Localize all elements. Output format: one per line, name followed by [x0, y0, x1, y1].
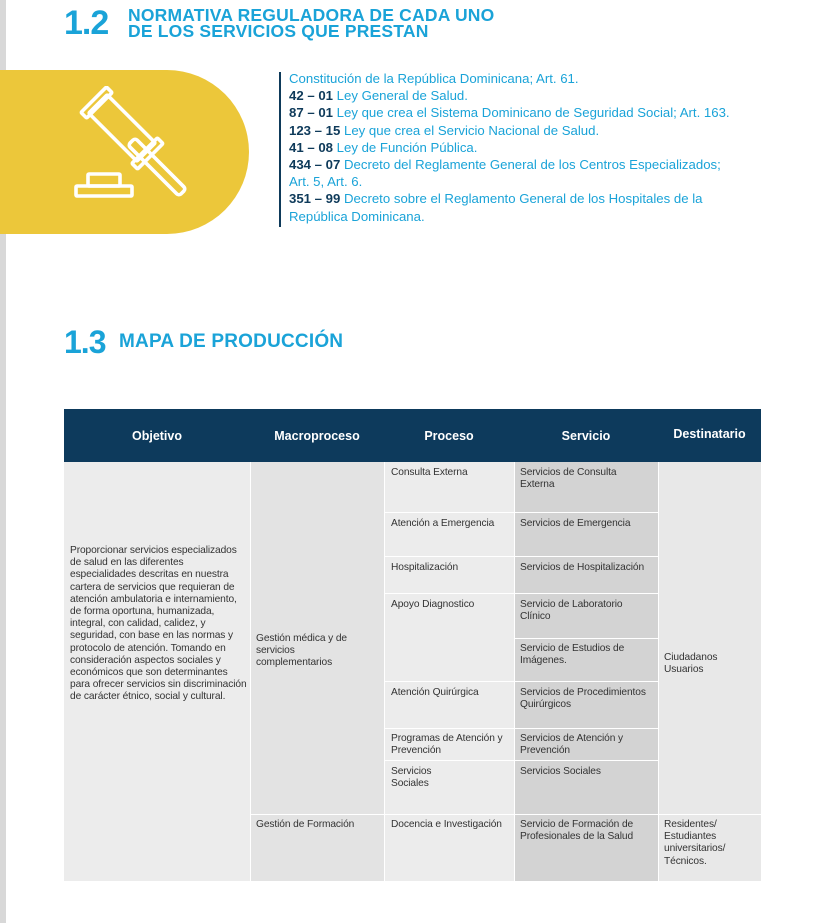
column-header-objetivo: Objetivo	[131, 429, 182, 443]
reference-text: Ley que crea el Servicio Nacional de Salud.	[340, 122, 600, 138]
reference-number: 41 – 08	[289, 139, 333, 155]
gavel-icon	[64, 86, 196, 206]
reference-item	[289, 156, 761, 173]
proceso-text: Consulta Externa	[391, 467, 468, 478]
reference-number: 123 – 15	[289, 122, 341, 138]
reference-item	[289, 122, 761, 139]
servicio-text: Servicios de Procedimientos Quirúrgicos	[520, 687, 646, 711]
servicio-text: Servicios de Emergencia	[520, 518, 631, 529]
column-header-destinatario: Destinatario	[673, 427, 746, 441]
reference-text: Ley que crea el Sistema Dominicano de Seguridad Social; Art. 163.	[333, 105, 730, 121]
reference-text: Constitución de la República Dominicana; Art. 61.	[289, 71, 579, 86]
row-divider	[385, 681, 658, 682]
reference-number: 434 – 07	[289, 157, 341, 173]
table-header	[64, 409, 761, 462]
reference-text: Ley de Función Pública.	[333, 139, 478, 155]
reference-text: Ley General de Salud.	[333, 88, 468, 104]
macroproceso-text: Gestión médica y de servicios complementarios	[256, 633, 347, 669]
row-divider	[385, 728, 658, 729]
macroproceso-text: Gestión de Formación	[256, 819, 355, 830]
reference-text: Decreto del Reglamente General de los Centros Especializados;	[340, 157, 721, 173]
servicio-text: Servicios Sociales	[520, 766, 601, 777]
proceso-text: Atención a Emergencia	[391, 518, 495, 529]
proceso-text: Docencia e Investigación	[391, 819, 502, 830]
objetivo-text: Proporcionar servicios especializados de salud en las diferentes especialidades descritas en nuestra cartera de servicios que requieran de atención ambulatoria e internamiento, de forma oportuna, humanizada, integral, con calidad, calidez, y seguridad, con base en las normas y protocolo de atención. Tomando en consideración aspectos sociales y económicos que son determinantes para ofrecer servicios sin discriminación de carácter étnico, social y cultural.	[70, 545, 247, 703]
row-divider	[385, 556, 658, 557]
row-divider	[251, 814, 761, 815]
reference-item-continuation: Art. 5, Art. 6.	[289, 174, 363, 190]
servicio-text: Servicios de Hospitalización	[520, 562, 645, 573]
section-title-line: NORMATIVA REGULADORA DE CADA UNO	[128, 5, 495, 25]
section-title-line: DE LOS SERVICIOS QUE PRESTAN	[128, 21, 429, 41]
servicio-text: Servicio de Formación de Profesionales de la Salud	[520, 819, 634, 843]
section-number: 1.2	[64, 4, 109, 42]
references-list	[289, 70, 761, 225]
row-divider	[515, 638, 658, 639]
row-divider	[385, 760, 658, 761]
destinatario-text: Residentes/ Estudiantes universitarios/ Técnicos.	[664, 819, 726, 867]
servicio-text: Servicio de Estudios de Imágenes.	[520, 643, 625, 667]
row-divider	[385, 593, 658, 594]
reference-number: 87 – 01	[289, 105, 333, 121]
reference-item	[289, 70, 761, 87]
column-header-macroproceso: Macroproceso	[274, 429, 360, 443]
row-divider	[385, 512, 658, 513]
section-title	[128, 7, 588, 39]
proceso-text: Apoyo Diagnostico	[391, 599, 475, 610]
proceso-text: Atención Quirúrgica	[391, 687, 479, 698]
reference-item	[289, 139, 761, 156]
reference-number: 42 – 01	[289, 88, 333, 104]
proceso-text: Servicios Sociales	[391, 766, 432, 790]
reference-item	[289, 104, 761, 121]
reference-item-continuation: República Dominicana.	[289, 208, 425, 224]
reference-number: 351 – 99	[289, 191, 341, 207]
proceso-text: Hospitalización	[391, 562, 459, 573]
servicio-text: Servicio de Laboratorio Clínico	[520, 599, 623, 623]
destinatario-text: Ciudadanos Usuarios	[664, 652, 718, 676]
reference-text: Decreto sobre el Reglamento General de los Hospitales de la	[340, 191, 703, 207]
servicio-text: Servicios de Atención y Prevención	[520, 733, 624, 757]
column-header-proceso: Proceso	[424, 429, 474, 443]
section-title: MAPA DE PRODUCCIÓN	[119, 331, 344, 352]
reference-item	[289, 87, 761, 104]
servicio-text: Servicios de Consulta Externa	[520, 467, 617, 491]
references-divider	[279, 72, 281, 227]
column-header-servicio: Servicio	[561, 429, 611, 443]
proceso-text: Programas de Atención y Prevención	[391, 733, 503, 757]
section-number: 1.3	[64, 324, 106, 360]
reference-item	[289, 190, 761, 207]
